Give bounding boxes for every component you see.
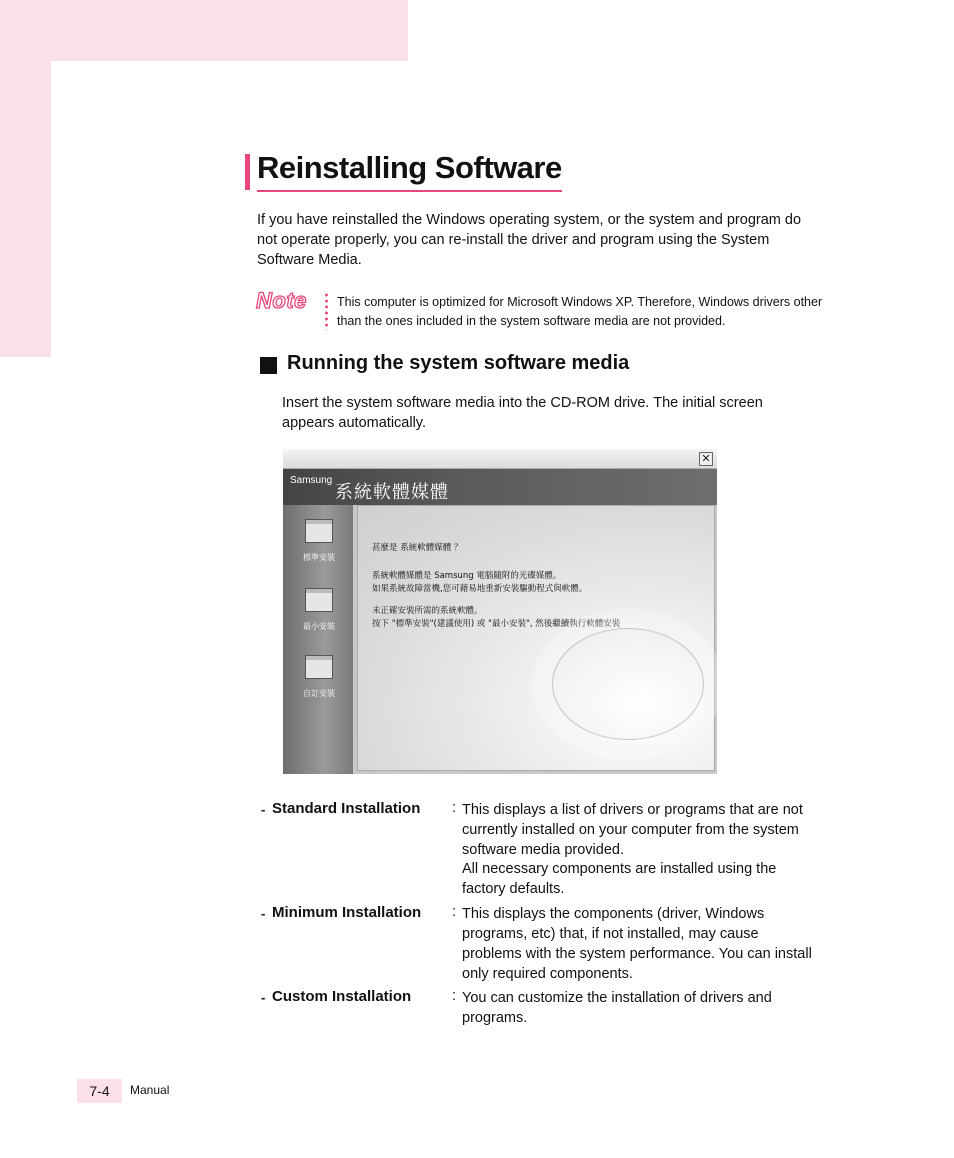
list-bullet: - (261, 906, 266, 921)
installer-brand: Samsung (290, 475, 333, 486)
section-bullet-icon (260, 357, 277, 374)
term-colon: : (452, 800, 457, 816)
note-divider (325, 292, 328, 330)
installer-titlebar (283, 449, 717, 469)
intro-paragraph: If you have reinstalled the Windows operating system, or the system and program do not operate properly, you can re-install the driver and program using the System Software Media. (257, 212, 802, 268)
custom-install-option[interactable] (299, 655, 339, 699)
custom-installation-desc: You can customize the installation of drivers and programs. (462, 990, 772, 1026)
list-bullet: - (261, 802, 266, 817)
installer-sidebar (283, 505, 353, 774)
standard-install-option[interactable] (299, 519, 339, 563)
minimum-installation-desc: This displays the components (driver, Windows programs, etc) that, if not installed, may cause problems with the system performance. You can install only required components. (462, 906, 812, 982)
minimum-install-icon (305, 588, 333, 612)
installer-line: 系統軟體媒體是 Samsung 電腦隨附的光碟媒體。 (372, 571, 562, 581)
custom-installation-term: Custom Installation (272, 988, 412, 1005)
page-corner-band (0, 0, 408, 61)
installer-header (283, 469, 717, 505)
standard-installation-term: Standard Installation (272, 800, 421, 817)
list-bullet: - (261, 990, 266, 1005)
page-side-band (0, 0, 51, 357)
note-label: Note (256, 288, 307, 313)
standard-install-label: 標準安裝 (303, 553, 335, 562)
term-colon: : (452, 904, 457, 920)
footer-label: Manual (130, 1083, 170, 1097)
minimum-install-option[interactable] (299, 588, 339, 632)
note-text: This computer is optimized for Microsoft Windows XP. Therefore, Windows drivers other than the ones included in the system software media are not provided. (337, 295, 823, 328)
standard-installation-desc: This displays a list of drivers or programs that are not currently installed on your computer from the system software media provided. (462, 802, 803, 858)
section-paragraph: Insert the system software media into the CD-ROM drive. The initial screen appears automatically. (282, 395, 763, 431)
custom-install-icon (305, 655, 333, 679)
installer-content (357, 505, 715, 771)
installer-title: 系統軟體媒體 (335, 482, 449, 503)
standard-install-icon (305, 519, 333, 543)
installer-screenshot (283, 449, 717, 774)
installer-line: 如果系統故障當機,您可藉易地重新安裝驅動程式與軟體。 (372, 584, 588, 594)
minimum-install-label: 最小安裝 (303, 622, 335, 631)
installer-question: 甚麼是 系統軟體媒體 ？ (372, 543, 463, 553)
custom-install-label: 自訂安裝 (303, 689, 335, 698)
standard-installation-desc-2: All necessary components are installed using the factory defaults. (462, 861, 777, 897)
installer-line: 按下 "標準安裝"(建議使用) 或 "最小安裝", 然後繼續執行軟體安裝 (372, 619, 621, 629)
title-accent-bar (245, 154, 250, 190)
page-number: 7-4 (77, 1079, 122, 1103)
term-colon: : (452, 988, 457, 1004)
installer-line: 未正確安裝所需的系統軟體。 (372, 606, 483, 616)
minimum-installation-term: Minimum Installation (272, 904, 422, 921)
section-title: Running the system software media (287, 352, 630, 374)
page-title: Reinstalling Software (257, 150, 562, 192)
close-icon[interactable]: ✕ (699, 452, 713, 466)
